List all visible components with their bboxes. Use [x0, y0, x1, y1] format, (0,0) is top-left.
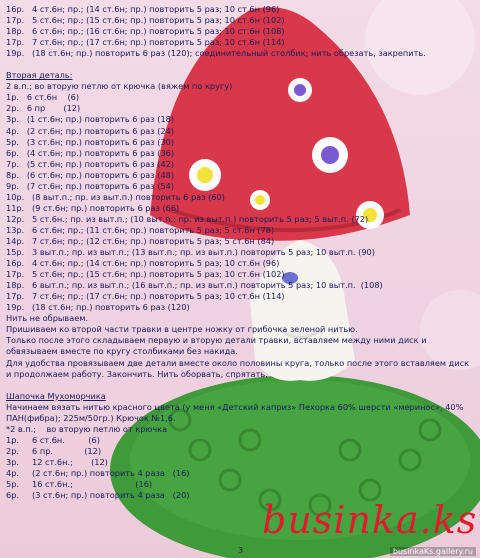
pattern-row: 17р. 5 ст.6н; пр.; (15 ст.6н; пр.) повторить 5 раз; 10 ст.6н (102) [6, 269, 285, 280]
pattern-row: 14р. 7 ст.6н; пр.; (12 ст.6н; пр.) повторить 5 раз; 5 ст.6н (84) [6, 235, 275, 246]
pattern-row: 17р. 7 ст.6н; пр.; (17 ст.6н; пр.) повторить 5 раз; 10 ст.6н (114) [6, 291, 285, 302]
rows-continued [6, 4, 476, 59]
pattern-row: 5р. (3 ст.6н; пр.) повторить 6 раз (30) [6, 136, 175, 147]
pattern-row: 2р. 6 пр (12) [6, 103, 81, 114]
pattern-row: 8р. (6 ст.6н; пр.) повторить 6 раз (48) [6, 169, 175, 180]
note-paragraph: Нить не обрываем. [6, 313, 89, 324]
pattern-row: 3р. (1 ст.6н; пр.) повторить 6 раз (18) [6, 114, 175, 125]
pattern-row: 16р. 4 ст.6н; пр.; (14 ст.6н; пр.) повторить 5 раз; 10 ст.6н (96) [6, 4, 280, 14]
section-second-part [6, 70, 476, 379]
section-heading: Вторая деталь: [6, 70, 73, 81]
section-mushroom-cap [6, 391, 476, 501]
pattern-row: 18р. 6 ст.6н; пр.; (16 ст.6н; пр.) повторить 5 раз; 10 ст.6н (108) [6, 26, 285, 37]
note-paragraph: Пришиваем ко второй части травки в центре ножку от грибочка зеленой нитью. [6, 324, 358, 335]
section-intro: 2 в.п.; во вторую петлю от крючка (вяжем по кругу) [6, 81, 233, 92]
section-heading: Шапочка Мухоморчика [6, 390, 106, 401]
businka-logo: businka.ks [262, 498, 478, 542]
pattern-row: 16р. 4 ст.6н; пр.; (14 ст.6н; пр.) повторить 5 раз; 10 ст.6н (96) [6, 258, 280, 269]
section-start: *2 в.п.; во вторую петлю от крючка [6, 423, 168, 434]
pattern-row: 11р. (9 ст.6н; пр.) повторить 6 раз (66) [6, 202, 180, 213]
pattern-row: 12р. 5 ст.6н.; пр. из выт.п.; (10 выт.п.; пр. из выт.п.) повторить 5 раз; 5 выт.п. (72) [6, 213, 369, 224]
pattern-row: 19р. (18 ст.6н; пр.) повторить 6 раз (120) [6, 302, 190, 313]
pattern-row: 17р. 5 ст.6н; пр.; (15 ст.6н; пр.) повторить 5 раз; 10 ст.6н (102) [6, 15, 285, 26]
pattern-row: 6р. (4 ст.6н; пр.) повторить 6 раз (36) [6, 147, 175, 158]
pattern-row: 19р. (18 ст.6н; пр.) повторить 6 раз (120); соединительный столбик; нить обрезать, закрепить. [6, 48, 426, 59]
pattern-row: 9р. (7 ст.6н; пр.) повторить 6 раз (54) [6, 180, 175, 191]
pattern-row: 15р. 3 выт.п.; пр. из выт.п.; (13 выт.п.; пр. из выт.п.) повторить 5 раз; 10 выт.п. (90) [6, 247, 375, 258]
pattern-row: 10р. (8 выт.п.; пр. из выт.п.) повторить 6 раз (60) [6, 191, 225, 202]
pattern-row: 4р. (2 ст.6н; пр.) повторить 4 раза (16) [6, 467, 190, 478]
pattern-row: 1р. 6 ст.6н (6) [6, 92, 80, 103]
pattern-row: 7р. (5 ст.6н; пр.) повторить 6 раз (42) [6, 158, 175, 169]
pattern-row: 1р. 6 ст.6н. (6) [6, 434, 100, 445]
pattern-document [6, 4, 476, 501]
pattern-row: 13р. 6 ст.6н; пр.; (11 ст.6н; пр.) повторить 5 раз; 5 ст.6н (78) [6, 224, 275, 235]
pattern-row: 2р. 6 пр. (12) [6, 445, 102, 456]
note-paragraph: Только после этого складываем первую и вторую детали травки, вставляем между ними диск и обвязываем вместе по кругу столбиками без накида. [6, 335, 427, 357]
section-intro: Начинаем вязать нитью красного цвета (у меня «Детский каприз» Пехорка 60% шерсти «меринос», 40% ПАН(фибра); 225м/50гр.) Крючок №1,6. [6, 401, 464, 423]
note-paragraph: Для удобства провязываем две детали вместе около половины круга, только после этого вставляем диск и продолжаем работу. Закончить. Нить оборвать, спрятать. [6, 357, 470, 379]
pattern-row: 4р. (2 ст.6н; пр.) повторить 6 раз (24) [6, 125, 175, 136]
pattern-row: 3р. 12 ст.6н.; (12) [6, 456, 108, 467]
site-watermark: businkaKs.gallery.ru [390, 547, 476, 556]
pattern-row: 17р. 7 ст.6н; пр.; (17 ст.6н; пр.) повторить 5 раз; 10 ст.6н (114) [6, 37, 285, 48]
page-number: 3 [238, 546, 244, 555]
pattern-row: 6р. (3 ст.6н; пр.) повторить 4 раза (20) [6, 490, 190, 501]
pattern-row: 18р. 6 выт.п.; пр. из выт.п.; (16 выт.п.; пр. из выт.п.) повторить 5 раз; 10 выт.п. (108) [6, 280, 383, 291]
pattern-row: 5р. 16 ст.6н.; (16) [6, 479, 153, 490]
